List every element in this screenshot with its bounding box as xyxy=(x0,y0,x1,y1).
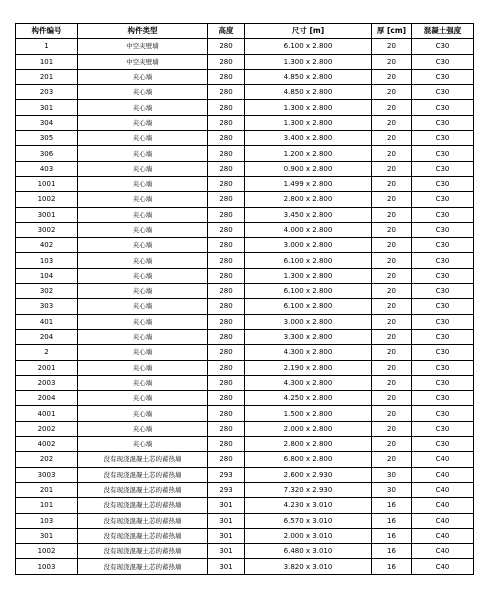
cell-concrete-strength: C30 xyxy=(412,391,474,406)
cell-height: 280 xyxy=(208,345,245,360)
cell-concrete-strength: C30 xyxy=(412,39,474,54)
cell-thickness: 20 xyxy=(372,85,412,100)
cell-component-id: 2 xyxy=(16,345,78,360)
cell-component-type: 没有现浇混凝土芯的蓄热墙 xyxy=(78,467,208,482)
cell-component-id: 301 xyxy=(16,528,78,543)
cell-height: 280 xyxy=(208,131,245,146)
table-row xyxy=(16,528,474,543)
cell-concrete-strength: C30 xyxy=(412,360,474,375)
cell-thickness: 20 xyxy=(372,314,412,329)
cell-component-type: 夹心墙 xyxy=(78,146,208,161)
cell-height: 293 xyxy=(208,482,245,497)
table-row xyxy=(16,314,474,329)
table-row xyxy=(16,559,474,574)
cell-dimensions: 0.900 x 2.800 xyxy=(245,161,372,176)
cell-concrete-strength: C30 xyxy=(412,375,474,390)
cell-component-id: 403 xyxy=(16,161,78,176)
cell-height: 280 xyxy=(208,238,245,253)
cell-thickness: 20 xyxy=(372,345,412,360)
cell-thickness: 20 xyxy=(372,161,412,176)
cell-height: 280 xyxy=(208,314,245,329)
cell-dimensions: 1.499 x 2.800 xyxy=(245,176,372,191)
cell-concrete-strength: C30 xyxy=(412,284,474,299)
cell-thickness: 20 xyxy=(372,421,412,436)
cell-concrete-strength: C40 xyxy=(412,452,474,467)
table-row xyxy=(16,498,474,513)
cell-component-id: 1003 xyxy=(16,559,78,574)
header-height: 高度 xyxy=(208,24,245,39)
cell-component-type: 夹心墙 xyxy=(78,268,208,283)
cell-component-type: 夹心墙 xyxy=(78,284,208,299)
cell-height: 280 xyxy=(208,54,245,69)
cell-concrete-strength: C30 xyxy=(412,192,474,207)
cell-dimensions: 4.230 x 3.010 xyxy=(245,498,372,513)
cell-height: 301 xyxy=(208,498,245,513)
cell-concrete-strength: C30 xyxy=(412,253,474,268)
cell-component-type: 夹心墙 xyxy=(78,253,208,268)
cell-height: 301 xyxy=(208,513,245,528)
cell-component-id: 301 xyxy=(16,100,78,115)
cell-component-type: 夹心墙 xyxy=(78,360,208,375)
cell-thickness: 20 xyxy=(372,69,412,84)
cell-dimensions: 2.800 x 2.800 xyxy=(245,192,372,207)
table-row xyxy=(16,268,474,283)
table-row xyxy=(16,467,474,482)
cell-dimensions: 6.100 x 2.800 xyxy=(245,284,372,299)
header-component-id: 构件编号 xyxy=(16,24,78,39)
cell-height: 280 xyxy=(208,207,245,222)
cell-dimensions: 6.100 x 2.800 xyxy=(245,39,372,54)
cell-dimensions: 6.100 x 2.800 xyxy=(245,253,372,268)
table-row xyxy=(16,39,474,54)
cell-thickness: 20 xyxy=(372,437,412,452)
cell-component-type: 夹心墙 xyxy=(78,176,208,191)
cell-component-type: 夹心墙 xyxy=(78,238,208,253)
cell-component-type: 夹心墙 xyxy=(78,299,208,314)
table-row xyxy=(16,161,474,176)
cell-concrete-strength: C30 xyxy=(412,69,474,84)
cell-dimensions: 1.300 x 2.800 xyxy=(245,268,372,283)
table-body xyxy=(16,39,474,574)
cell-thickness: 30 xyxy=(372,467,412,482)
cell-thickness: 20 xyxy=(372,299,412,314)
cell-thickness: 20 xyxy=(372,452,412,467)
cell-concrete-strength: C40 xyxy=(412,544,474,559)
table-row xyxy=(16,284,474,299)
cell-concrete-strength: C30 xyxy=(412,131,474,146)
cell-component-type: 夹心墙 xyxy=(78,421,208,436)
cell-concrete-strength: C30 xyxy=(412,345,474,360)
cell-height: 280 xyxy=(208,192,245,207)
cell-component-id: 2004 xyxy=(16,391,78,406)
table-row xyxy=(16,146,474,161)
cell-height: 280 xyxy=(208,452,245,467)
cell-dimensions: 3.000 x 2.800 xyxy=(245,238,372,253)
cell-component-id: 303 xyxy=(16,299,78,314)
table-row xyxy=(16,406,474,421)
cell-thickness: 20 xyxy=(372,176,412,191)
cell-thickness: 20 xyxy=(372,207,412,222)
cell-component-type: 夹心墙 xyxy=(78,100,208,115)
cell-height: 280 xyxy=(208,222,245,237)
cell-dimensions: 4.850 x 2.800 xyxy=(245,69,372,84)
table-row xyxy=(16,100,474,115)
cell-thickness: 16 xyxy=(372,544,412,559)
cell-thickness: 20 xyxy=(372,375,412,390)
cell-thickness: 20 xyxy=(372,100,412,115)
cell-height: 280 xyxy=(208,146,245,161)
cell-component-id: 401 xyxy=(16,314,78,329)
cell-height: 301 xyxy=(208,528,245,543)
cell-dimensions: 4.850 x 2.800 xyxy=(245,85,372,100)
cell-concrete-strength: C30 xyxy=(412,176,474,191)
cell-thickness: 20 xyxy=(372,360,412,375)
cell-height: 280 xyxy=(208,421,245,436)
cell-concrete-strength: C30 xyxy=(412,207,474,222)
cell-thickness: 20 xyxy=(372,284,412,299)
cell-dimensions: 2.000 x 2.800 xyxy=(245,421,372,436)
cell-height: 280 xyxy=(208,284,245,299)
cell-thickness: 20 xyxy=(372,406,412,421)
cell-height: 293 xyxy=(208,467,245,482)
cell-concrete-strength: C30 xyxy=(412,421,474,436)
table-row xyxy=(16,222,474,237)
cell-component-id: 3003 xyxy=(16,467,78,482)
cell-thickness: 16 xyxy=(372,513,412,528)
cell-dimensions: 6.800 x 2.800 xyxy=(245,452,372,467)
cell-thickness: 16 xyxy=(372,498,412,513)
cell-component-id: 202 xyxy=(16,452,78,467)
cell-thickness: 30 xyxy=(372,482,412,497)
cell-height: 280 xyxy=(208,268,245,283)
table-row xyxy=(16,360,474,375)
header-concrete-strength: 混凝土强度 xyxy=(412,24,474,39)
table-row xyxy=(16,375,474,390)
cell-thickness: 20 xyxy=(372,192,412,207)
document-page xyxy=(15,23,473,575)
table-row xyxy=(16,345,474,360)
cell-thickness: 20 xyxy=(372,39,412,54)
cell-dimensions: 2.600 x 2.930 xyxy=(245,467,372,482)
cell-component-id: 304 xyxy=(16,115,78,130)
cell-height: 280 xyxy=(208,360,245,375)
cell-dimensions: 7.320 x 2.930 xyxy=(245,482,372,497)
cell-component-id: 1 xyxy=(16,39,78,54)
cell-dimensions: 3.300 x 2.800 xyxy=(245,329,372,344)
cell-component-type: 没有现浇混凝土芯的蓄热墙 xyxy=(78,544,208,559)
cell-concrete-strength: C30 xyxy=(412,314,474,329)
cell-height: 280 xyxy=(208,69,245,84)
cell-concrete-strength: C30 xyxy=(412,54,474,69)
cell-height: 301 xyxy=(208,559,245,574)
cell-component-id: 2003 xyxy=(16,375,78,390)
cell-component-id: 201 xyxy=(16,69,78,84)
cell-component-type: 夹心墙 xyxy=(78,85,208,100)
cell-component-id: 3002 xyxy=(16,222,78,237)
cell-component-type: 没有现浇混凝土芯的蓄热墙 xyxy=(78,498,208,513)
cell-component-type: 没有现浇混凝土芯的蓄热墙 xyxy=(78,528,208,543)
cell-thickness: 20 xyxy=(372,131,412,146)
table-row xyxy=(16,544,474,559)
cell-component-id: 305 xyxy=(16,131,78,146)
cell-concrete-strength: C30 xyxy=(412,238,474,253)
cell-component-type: 夹心墙 xyxy=(78,345,208,360)
cell-dimensions: 1.300 x 2.800 xyxy=(245,100,372,115)
header-dimensions: 尺寸 [m] xyxy=(245,24,372,39)
cell-concrete-strength: C30 xyxy=(412,85,474,100)
cell-dimensions: 3.400 x 2.800 xyxy=(245,131,372,146)
cell-component-type: 夹心墙 xyxy=(78,406,208,421)
table-row xyxy=(16,69,474,84)
cell-concrete-strength: C30 xyxy=(412,268,474,283)
cell-component-type: 夹心墙 xyxy=(78,314,208,329)
cell-component-id: 2002 xyxy=(16,421,78,436)
cell-component-type: 中空夹壁墙 xyxy=(78,54,208,69)
table-row xyxy=(16,437,474,452)
cell-component-id: 2001 xyxy=(16,360,78,375)
table-header-row xyxy=(16,24,474,39)
table-row xyxy=(16,299,474,314)
cell-component-type: 夹心墙 xyxy=(78,161,208,176)
cell-dimensions: 4.300 x 2.800 xyxy=(245,345,372,360)
table-row xyxy=(16,391,474,406)
cell-thickness: 20 xyxy=(372,146,412,161)
table-row xyxy=(16,115,474,130)
cell-component-id: 101 xyxy=(16,54,78,69)
cell-component-type: 夹心墙 xyxy=(78,222,208,237)
cell-component-id: 104 xyxy=(16,268,78,283)
cell-component-id: 1002 xyxy=(16,192,78,207)
cell-component-type: 没有现浇混凝土芯的蓄热墙 xyxy=(78,452,208,467)
cell-concrete-strength: C30 xyxy=(412,437,474,452)
cell-dimensions: 4.300 x 2.800 xyxy=(245,375,372,390)
cell-concrete-strength: C40 xyxy=(412,498,474,513)
header-thickness: 厚 [cm] xyxy=(372,24,412,39)
cell-dimensions: 6.570 x 3.010 xyxy=(245,513,372,528)
table-row xyxy=(16,452,474,467)
cell-thickness: 20 xyxy=(372,253,412,268)
cell-dimensions: 1.500 x 2.800 xyxy=(245,406,372,421)
cell-component-id: 103 xyxy=(16,253,78,268)
cell-concrete-strength: C30 xyxy=(412,146,474,161)
cell-component-id: 302 xyxy=(16,284,78,299)
cell-height: 280 xyxy=(208,437,245,452)
table-row xyxy=(16,238,474,253)
cell-component-type: 夹心墙 xyxy=(78,329,208,344)
cell-component-type: 没有现浇混凝土芯的蓄热墙 xyxy=(78,559,208,574)
cell-concrete-strength: C30 xyxy=(412,161,474,176)
cell-height: 280 xyxy=(208,39,245,54)
cell-concrete-strength: C40 xyxy=(412,559,474,574)
cell-concrete-strength: C40 xyxy=(412,482,474,497)
cell-component-id: 201 xyxy=(16,482,78,497)
cell-concrete-strength: C30 xyxy=(412,406,474,421)
cell-thickness: 20 xyxy=(372,268,412,283)
cell-dimensions: 1.200 x 2.800 xyxy=(245,146,372,161)
component-table xyxy=(15,23,474,575)
cell-concrete-strength: C40 xyxy=(412,467,474,482)
cell-height: 280 xyxy=(208,329,245,344)
cell-thickness: 16 xyxy=(372,528,412,543)
cell-dimensions: 1.300 x 2.800 xyxy=(245,54,372,69)
cell-height: 280 xyxy=(208,406,245,421)
cell-thickness: 16 xyxy=(372,559,412,574)
cell-thickness: 20 xyxy=(372,238,412,253)
cell-component-id: 204 xyxy=(16,329,78,344)
cell-concrete-strength: C30 xyxy=(412,115,474,130)
cell-dimensions: 3.820 x 3.010 xyxy=(245,559,372,574)
cell-height: 280 xyxy=(208,375,245,390)
cell-dimensions: 6.100 x 2.800 xyxy=(245,299,372,314)
cell-component-type: 夹心墙 xyxy=(78,192,208,207)
cell-component-id: 4002 xyxy=(16,437,78,452)
cell-height: 280 xyxy=(208,299,245,314)
cell-height: 280 xyxy=(208,100,245,115)
cell-component-id: 101 xyxy=(16,498,78,513)
cell-thickness: 20 xyxy=(372,329,412,344)
cell-component-type: 夹心墙 xyxy=(78,391,208,406)
header-component-type: 构件类型 xyxy=(78,24,208,39)
cell-height: 280 xyxy=(208,176,245,191)
cell-concrete-strength: C30 xyxy=(412,329,474,344)
cell-component-id: 1002 xyxy=(16,544,78,559)
cell-thickness: 20 xyxy=(372,115,412,130)
cell-height: 280 xyxy=(208,115,245,130)
cell-height: 280 xyxy=(208,391,245,406)
cell-thickness: 20 xyxy=(372,54,412,69)
cell-thickness: 20 xyxy=(372,222,412,237)
cell-dimensions: 3.450 x 2.800 xyxy=(245,207,372,222)
table-row xyxy=(16,85,474,100)
cell-component-type: 夹心墙 xyxy=(78,207,208,222)
cell-thickness: 20 xyxy=(372,391,412,406)
cell-height: 301 xyxy=(208,544,245,559)
cell-dimensions: 2.800 x 2.800 xyxy=(245,437,372,452)
cell-component-id: 4001 xyxy=(16,406,78,421)
cell-concrete-strength: C30 xyxy=(412,222,474,237)
cell-component-id: 203 xyxy=(16,85,78,100)
table-row xyxy=(16,329,474,344)
cell-component-type: 没有现浇混凝土芯的蓄热墙 xyxy=(78,513,208,528)
cell-component-type: 夹心墙 xyxy=(78,131,208,146)
cell-component-type: 夹心墙 xyxy=(78,115,208,130)
cell-height: 280 xyxy=(208,85,245,100)
cell-component-id: 3001 xyxy=(16,207,78,222)
table-row xyxy=(16,176,474,191)
cell-dimensions: 3.000 x 2.800 xyxy=(245,314,372,329)
table-row xyxy=(16,513,474,528)
table-row xyxy=(16,192,474,207)
cell-component-id: 306 xyxy=(16,146,78,161)
cell-dimensions: 4.000 x 2.800 xyxy=(245,222,372,237)
cell-dimensions: 4.250 x 2.800 xyxy=(245,391,372,406)
cell-component-type: 夹心墙 xyxy=(78,69,208,84)
table-row xyxy=(16,54,474,69)
table-row xyxy=(16,207,474,222)
cell-component-type: 中空夹壁墙 xyxy=(78,39,208,54)
cell-component-type: 夹心墙 xyxy=(78,375,208,390)
cell-height: 280 xyxy=(208,253,245,268)
cell-concrete-strength: C40 xyxy=(412,513,474,528)
cell-component-id: 402 xyxy=(16,238,78,253)
cell-component-type: 夹心墙 xyxy=(78,437,208,452)
cell-component-id: 1001 xyxy=(16,176,78,191)
cell-dimensions: 2.190 x 2.800 xyxy=(245,360,372,375)
cell-height: 280 xyxy=(208,161,245,176)
cell-dimensions: 1.300 x 2.800 xyxy=(245,115,372,130)
table-row xyxy=(16,482,474,497)
cell-dimensions: 2.000 x 3.010 xyxy=(245,528,372,543)
cell-component-id: 103 xyxy=(16,513,78,528)
cell-concrete-strength: C40 xyxy=(412,528,474,543)
cell-concrete-strength: C30 xyxy=(412,299,474,314)
table-row xyxy=(16,131,474,146)
cell-component-type: 没有现浇混凝土芯的蓄热墙 xyxy=(78,482,208,497)
cell-concrete-strength: C30 xyxy=(412,100,474,115)
table-row xyxy=(16,253,474,268)
cell-dimensions: 6.480 x 3.010 xyxy=(245,544,372,559)
table-row xyxy=(16,421,474,436)
